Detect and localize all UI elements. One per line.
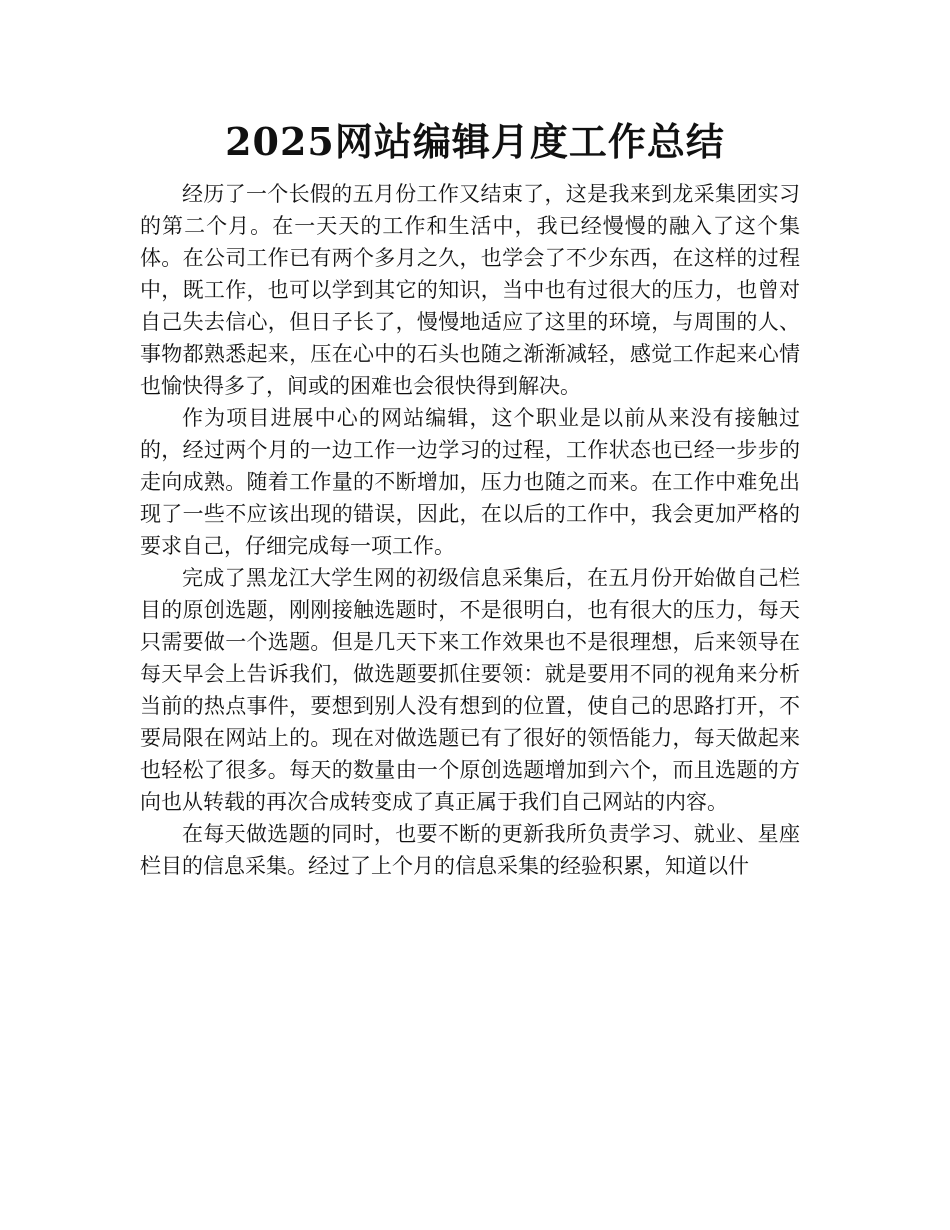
document-title: 2025网站编辑月度工作总结 [225, 119, 725, 164]
document-body [140, 178, 800, 882]
paragraph-4: 在每天做选题的同时，也要不断的更新我所负责学习、就业、星座栏目的信息采集。经过了上个月的信息采集的经验积累，知道以什 [140, 822, 800, 878]
paragraph-2: 作为项目进展中心的网站编辑，这个职业是以前从来没有接触过的，经过两个月的一边工作一边学习的过程，工作状态也已经一步步的走向成熟。随着工作量的不断增加，压力也随之而来。在工作中难免出现了一些不应该出现的错误，因此，在以后的工作中，我会更加严格的要求自己，仔细完成每一项工作。 [140, 406, 800, 558]
paragraph-3: 完成了黑龙江大学生网的初级信息采集后，在五月份开始做自己栏目的原创选题，刚刚接触选题时，不是很明白，也有很大的压力，每天只需要做一个选题。但是几天下来工作效果也不是很理想，后来领导在每天早会上告诉我们，做选题要抓住要领：就是要用不同的视角来分析当前的热点事件，要想到别人没有想到的位置，使自己的思路打开，不要局限在网站上的。现在对做选题已有了很好的领悟能力，每天做起来也轻松了很多。每天的数量由一个原创选题增加到六个，而且选题的方向也从转载的再次合成转变成了真正属于我们自己网站的内容。 [140, 566, 800, 814]
paragraph-1: 经历了一个长假的五月份工作又结束了，这是我来到龙采集团实习的第二个月。在一天天的工作和生活中，我已经慢慢的融入了这个集体。在公司工作已有两个多月之久，也学会了不少东西，在这样的过程中，既工作，也可以学到其它的知识，当中也有过很大的压力，也曾对自己失去信心，但日子长了，慢慢地适应了这里的环境，与周围的人、事物都熟悉起来，压在心中的石头也随之渐渐减轻，感觉工作起来心情也愉快得多了，间或的困难也会很快得到解决。 [140, 182, 800, 398]
